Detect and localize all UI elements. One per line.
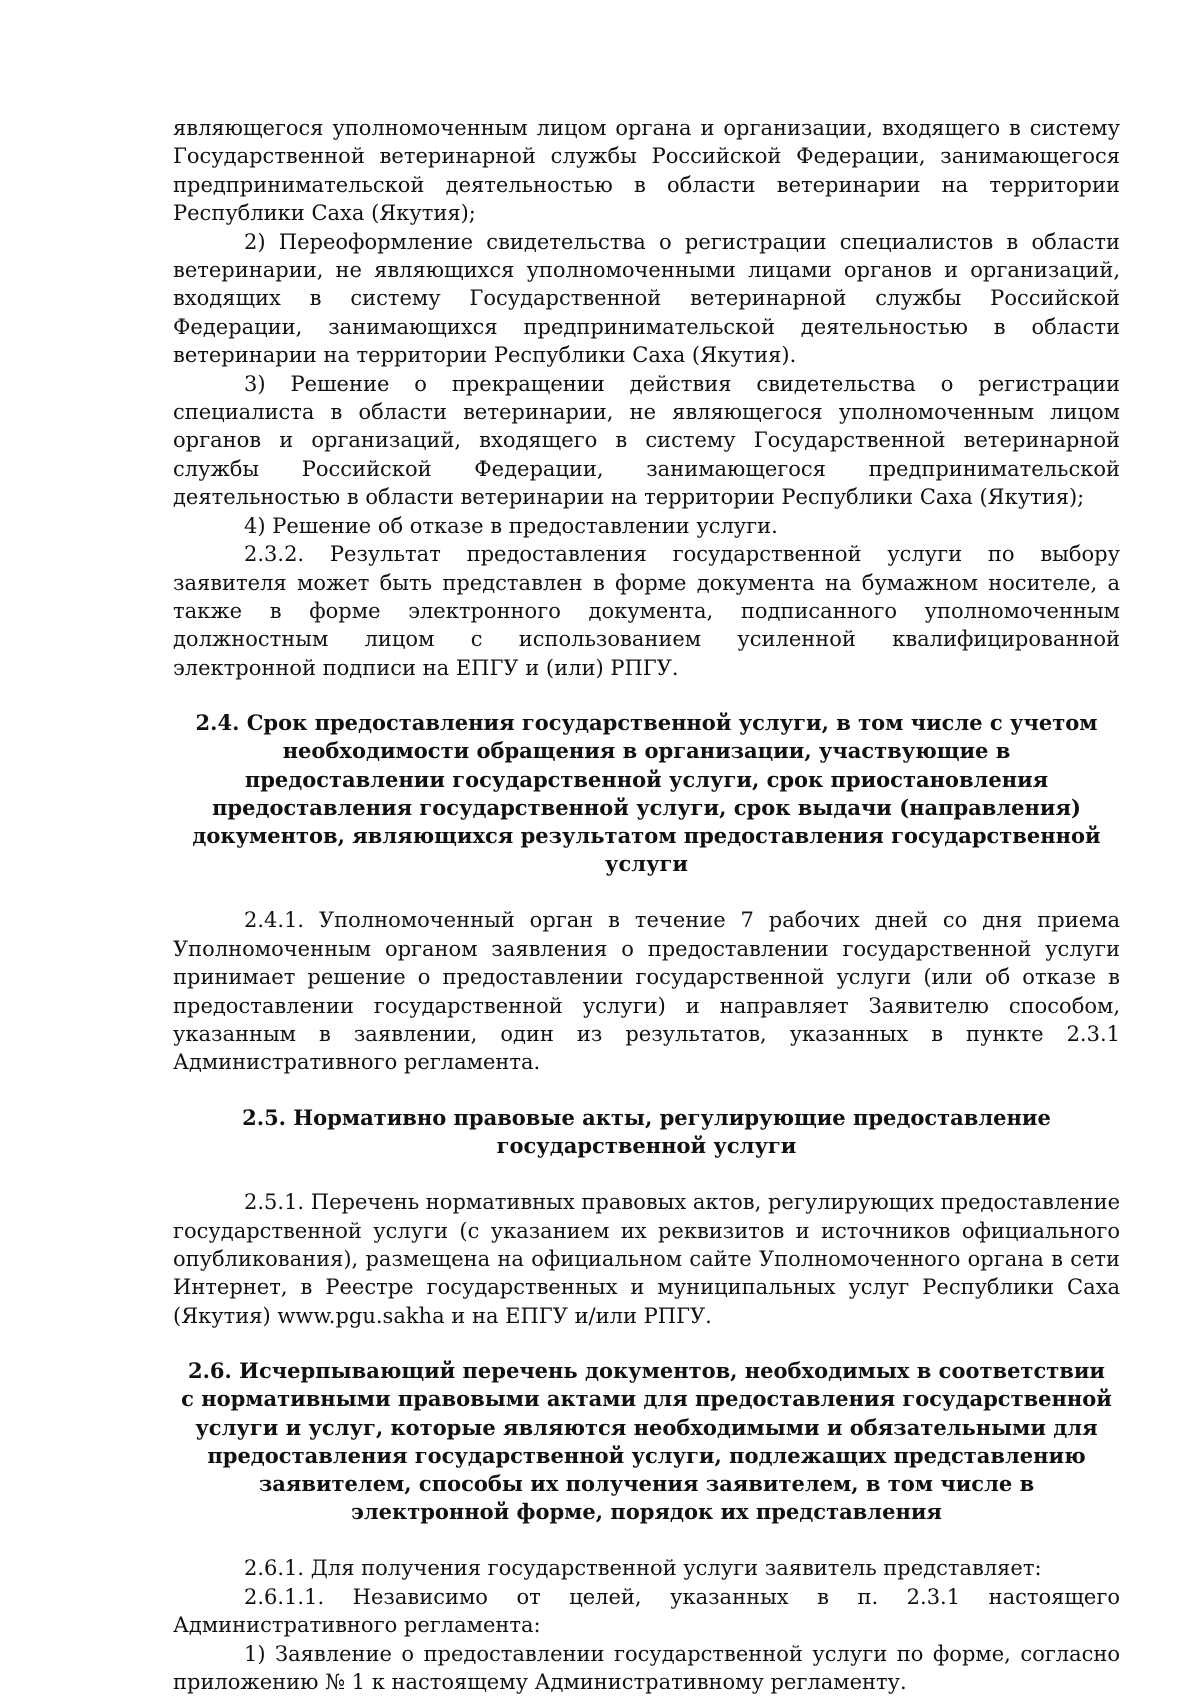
paragraph-2-4-1: 2.4.1. Уполномоченный орган в течение 7 рабочих дней со дня приема Уполномоченным органом заявления о предоставлении государственной услуги принимает решение о предоставлении государственной услуги (или об отказе в предоставлении государственной услуги) и направляет Заявителю способом, указанным в заявлении, один из результатов, указанных в пункте 2.3.1 Административного регламента. (173, 908, 1120, 1075)
paragraph-2-6-1: 2.6.1. Для получения государственной услуги заявитель представляет: (244, 1556, 1042, 1581)
paragraph-2-6-1-1-item-1: 1) Заявление о предоставлении государственной услуги по форме, согласно приложению № 1 к настоящему Административному регламенту. (173, 1641, 1120, 1695)
document-page (173, 114, 1120, 1696)
heading-2-5: 2.5. Нормативно правовые акты, регулирующие предоставление государственной услуги (242, 1104, 1051, 1158)
paragraph-2-5-1: 2.5.1. Перечень нормативных правовых актов, регулирующих предоставление государственной услуги (с указанием их реквизитов и источников официального опубликования), размещена на официальном сайте Уполномоченного органа в сети Интернет, в Реестре государственных и муниципальных услуг Республики Саха (Якутия) www.pgu.sakha и на ЕПГУ и/или РПГУ. (173, 1190, 1121, 1328)
paragraph-2-6-1-1: 2.6.1.1. Независимо от целей, указанных в п. 2.3.1 настоящего Административного регламента: (173, 1584, 1120, 1638)
paragraph-item-4: 4) Решение об отказе в предоставлении услуги. (244, 513, 778, 538)
heading-2-4: 2.4. Срок предоставления государственной услуги, в том числе с учетом необходимости обращения в организации, участвующие в предоставлении государственной услуги, срок приостановления предоставления государственной услуги, срок выдачи (направления) документов, являющихся результатом предоставления государственной услуги (192, 710, 1101, 877)
paragraph-item-3: 3) Решение о прекращении действия свидетельства о регистрации специалиста в области ветеринарии, не являющегося уполномоченным лицом органов и организаций, входящего в систему Государственной ветеринарной службы Российской Федерации, занимающегося предпринимательской деятельностью в области ветеринарии на территории Республики Саха (Якутия); (173, 371, 1120, 510)
heading-2-6: 2.6. Исчерпывающий перечень документов, необходимых в соответствии с нормативными правовыми актами для предоставления государственной услуги и услуг, которые являются необходимыми и обязательными для предоставления государственной услуги, подлежащих представлению заявителем, способы их получения заявителем, в том числе в электронной форме, порядок их представления (181, 1358, 1112, 1525)
paragraph-continuation: являющегося уполномоченным лицом органа и организации, входящего в систему Государственной ветеринарной службы Российской Федерации, занимающегося предпринимательской деятельностью в области ветеринарии на территории Республики Саха (Якутия); (173, 116, 1120, 226)
paragraph-item-2: 2) Переоформление свидетельства о регистрации специалистов в области ветеринарии, не являющихся уполномоченными лицами органов и организаций, входящих в систему Государственной ветеринарной службы Российской Федерации, занимающихся предпринимательской деятельностью в области ветеринарии на территории Республики Саха (Якутия). (173, 229, 1120, 368)
paragraph-2-3-2: 2.3.2. Результат предоставления государственной услуги по выбору заявителя может быть представлен в форме документа на бумажном носителе, а также в форме электронного документа, подписанного уполномоченным должностным лицом с использованием усиленной квалифицированной электронной подписи на ЕПГУ и (или) РПГУ. (173, 542, 1120, 680)
